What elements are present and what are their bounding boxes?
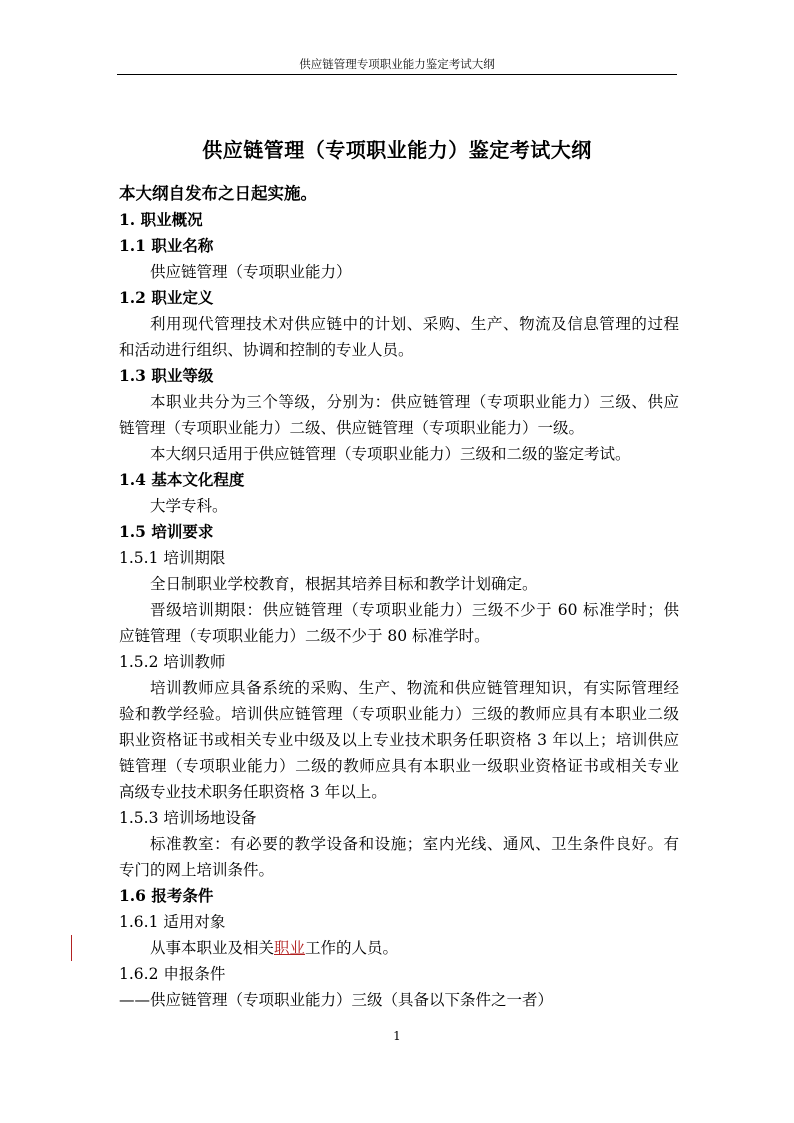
section-1-3-heading: 1.3 职业等级 [119,366,214,385]
section-1-4-heading: 1.4 基本文化程度 [119,470,245,489]
teacher-line-1: 培训教师应具备系统的采购、生产、物流和供应链管理知识，有实际管理经 [150,679,679,697]
section-1-6-2-heading: 1.6.2 申报条件 [119,965,226,983]
header-rule [117,74,677,75]
occupation-name-text: 供应链管理（专项职业能力） [150,263,352,281]
teacher-line-2: 验和教学经验。培训供应链管理（专项职业能力）三级的教师应具有本职业二级 [119,705,679,723]
levels-line-1: 本职业共分为三个等级，分别为：供应链管理（专项职业能力）三级、供应 [150,393,679,411]
section-1-1-heading: 1.1 职业名称 [119,236,214,255]
applicable-target-text [150,935,679,961]
section-1-5-3-heading: 1.5.3 培训场地设备 [119,809,257,827]
levels-line-3: 本大纲只适用于供应链管理（专项职业能力）三级和二级的鉴定考试。 [150,445,631,463]
section-1-5-1-heading: 1.5.1 培训期限 [119,549,226,567]
running-header: 供应链管理专项职业能力鉴定考试大纲 [299,57,495,71]
revision-change-bar [71,935,72,961]
revised-word: 职业 [274,939,306,957]
facility-line-1: 标准教室：有必要的教学设备和设施；室内光线、通风、卫生条件良好。有 [150,835,679,853]
applicable-target-prefix: 从事本职业及相关 [150,939,275,957]
teacher-line-5: 高级专业技术职务任职资格 3 年以上。 [119,783,387,801]
facility-line-2: 专门的网上培训条件。 [119,861,275,879]
education-text: 大学专科。 [150,497,228,515]
document-title: 供应链管理（专项职业能力）鉴定考试大纲 [202,138,592,162]
definition-line-2: 和活动进行组织、协调和控制的专业人员。 [119,341,414,359]
section-1-5-2-heading: 1.5.2 培训教师 [119,653,226,671]
section-1-6-1-heading: 1.6.1 适用对象 [119,913,226,931]
levels-line-2: 链管理（专项职业能力）二级、供应链管理（专项职业能力）一级。 [119,419,585,437]
page-number: 1 [393,1029,401,1043]
teacher-line-4: 链管理（专项职业能力）二级的教师应具有本职业一级职业资格证书或相关专业 [119,757,679,775]
section-1-heading: 1. 职业概况 [119,210,203,229]
applicable-target-suffix: 工作的人员。 [305,939,399,957]
application-condition-line: ——供应链管理（专项职业能力）三级（具备以下条件之一者） [119,991,554,1009]
training-period-line-2: 晋级培训期限：供应链管理（专项职业能力）三级不少于 60 标准学时；供 [150,601,679,619]
intro-statement: 本大纲自发布之日起实施。 [119,184,317,203]
training-period-line-3: 应链管理（专项职业能力）二级不少于 80 标准学时。 [119,627,490,645]
training-period-line-1: 全日制职业学校教育，根据其培养目标和教学计划确定。 [150,575,538,593]
teacher-line-3: 职业资格证书或相关专业中级及以上专业技术职务任职资格 3 年以上；培训供应 [119,731,679,749]
section-1-5-heading: 1.5 培训要求 [119,522,214,541]
section-1-2-heading: 1.2 职业定义 [119,288,214,307]
section-1-6-heading: 1.6 报考条件 [119,886,214,905]
definition-line-1: 利用现代管理技术对供应链中的计划、采购、生产、物流及信息管理的过程 [150,315,679,333]
